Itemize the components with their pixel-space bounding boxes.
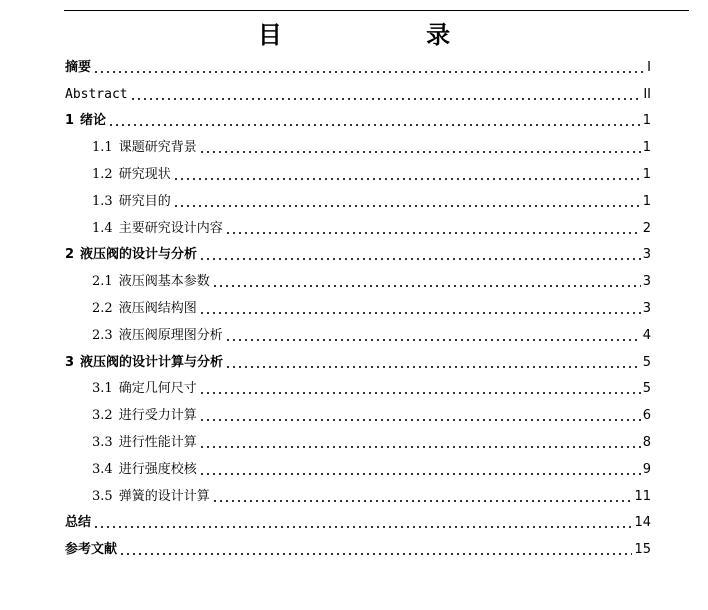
toc-page-number: II (643, 86, 651, 102)
toc-entry-chapter-2[interactable] (65, 240, 651, 267)
toc-page-number: 5 (642, 354, 651, 370)
toc-entry-label: 液压阀的设计与分析 (80, 247, 198, 263)
toc-entry-label: 弹簧的设计计算 (118, 488, 210, 504)
dot-leader (130, 97, 642, 101)
dot-leader (199, 257, 641, 261)
toc-entry-label: 进行受力计算 (118, 408, 197, 424)
toc-entry-label: 参考文献 (65, 542, 118, 558)
toc-entry-number: 2 (65, 247, 75, 263)
dot-leader (108, 123, 641, 127)
toc-entry-section-3-3[interactable] (65, 427, 651, 454)
dot-leader (212, 284, 641, 288)
toc-entry-section-2-3[interactable] (65, 320, 651, 347)
toc-entry-abstract-cn[interactable] (65, 52, 651, 79)
toc-entry-chapter-3[interactable] (65, 347, 651, 374)
dot-leader (199, 472, 641, 476)
toc-page-number: I (647, 59, 651, 75)
toc-entry-number: 1.1 (92, 140, 113, 156)
toc-entry-label: 液压阀原理图分析 (118, 327, 223, 343)
toc-entry-label: 液压阀结构图 (118, 300, 197, 316)
toc-entry-abstract-en[interactable] (65, 79, 651, 106)
toc-entry-label: 进行性能计算 (118, 434, 197, 450)
toc-entry-label: 液压阀基本参数 (118, 274, 210, 290)
toc-entry-references[interactable] (65, 534, 651, 561)
toc-entry-label: 研究目的 (118, 193, 171, 209)
toc-entry-section-1-3[interactable] (65, 186, 651, 213)
dot-leader (212, 499, 633, 503)
toc-entry-label: 液压阀的设计计算与分析 (80, 354, 224, 370)
toc-entry-label: 摘要 (65, 59, 92, 75)
toc-entry-section-3-1[interactable] (65, 374, 651, 401)
toc-page-number: 1 (642, 193, 651, 209)
toc-entry-number: 3.2 (92, 408, 113, 424)
toc-entry-label: 进行强度校核 (118, 461, 197, 477)
header-rule (64, 10, 689, 11)
toc-page-number: 5 (642, 381, 651, 397)
dot-leader (225, 231, 641, 235)
toc-page-number: 4 (642, 327, 651, 343)
toc-entry-label: Abstract (65, 86, 128, 102)
page-title: 目 录 (257, 21, 519, 49)
toc-entry-label: 总结 (65, 515, 92, 531)
dot-leader (199, 418, 641, 422)
toc-page-number: 11 (634, 488, 651, 504)
toc-entry-label: 确定几何尺寸 (118, 381, 197, 397)
dot-leader (93, 525, 632, 529)
toc-entry-number: 1.3 (92, 193, 113, 209)
toc-page-number: 3 (642, 247, 651, 263)
toc-entry-section-2-1[interactable] (65, 266, 651, 293)
toc-page-number: 8 (642, 434, 651, 450)
toc-entry-number: 3 (65, 354, 75, 370)
toc-entry-section-2-2[interactable] (65, 293, 651, 320)
toc-entry-section-3-2[interactable] (65, 400, 651, 427)
toc-page-number: 1 (642, 166, 651, 182)
toc-entry-number: 3.4 (92, 461, 113, 477)
toc-entry-label: 绪论 (80, 113, 107, 129)
dot-leader (199, 311, 641, 315)
toc-entry-chapter-1[interactable] (65, 106, 651, 133)
toc-page-number: 1 (642, 140, 651, 156)
dot-leader (173, 204, 641, 208)
toc-page-number: 3 (642, 300, 651, 316)
toc-entry-label: 课题研究背景 (118, 140, 197, 156)
toc-entry-number: 1.2 (92, 166, 113, 182)
toc-page-number: 1 (642, 113, 651, 129)
toc-page-number: 6 (642, 408, 651, 424)
dot-leader (199, 150, 641, 154)
toc-entry-section-1-4[interactable] (65, 213, 651, 240)
dot-leader (93, 70, 645, 74)
toc-entry-section-1-2[interactable] (65, 159, 651, 186)
dot-leader (199, 445, 641, 449)
dot-leader (199, 391, 641, 395)
toc-entry-number: 2.3 (92, 327, 113, 343)
dot-leader (119, 552, 632, 556)
toc-entry-conclusion[interactable] (65, 508, 651, 535)
toc-entry-label: 研究现状 (118, 166, 171, 182)
toc-page-number: 15 (634, 542, 651, 558)
toc-page-number: 14 (634, 515, 651, 531)
toc-entry-label: 主要研究设计内容 (118, 220, 223, 236)
dot-leader (225, 365, 641, 369)
toc-entry-number: 1.4 (92, 220, 113, 236)
toc-entry-number: 2.2 (92, 300, 113, 316)
toc-page-number: 9 (642, 461, 651, 477)
dot-leader (225, 338, 641, 342)
toc-entry-section-3-5[interactable] (65, 481, 651, 508)
toc-page-number: 2 (642, 220, 651, 236)
toc-entry-number: 3.1 (92, 381, 113, 397)
toc-entry-number: 2.1 (92, 274, 113, 290)
toc-entry-section-3-4[interactable] (65, 454, 651, 481)
toc-entry-section-1-1[interactable] (65, 132, 651, 159)
table-of-contents (65, 52, 651, 561)
toc-entry-number: 3.5 (92, 488, 113, 504)
toc-entry-number: 3.3 (92, 434, 113, 450)
toc-page-number: 3 (642, 274, 651, 290)
dot-leader (173, 177, 641, 181)
toc-entry-number: 1 (65, 113, 75, 129)
